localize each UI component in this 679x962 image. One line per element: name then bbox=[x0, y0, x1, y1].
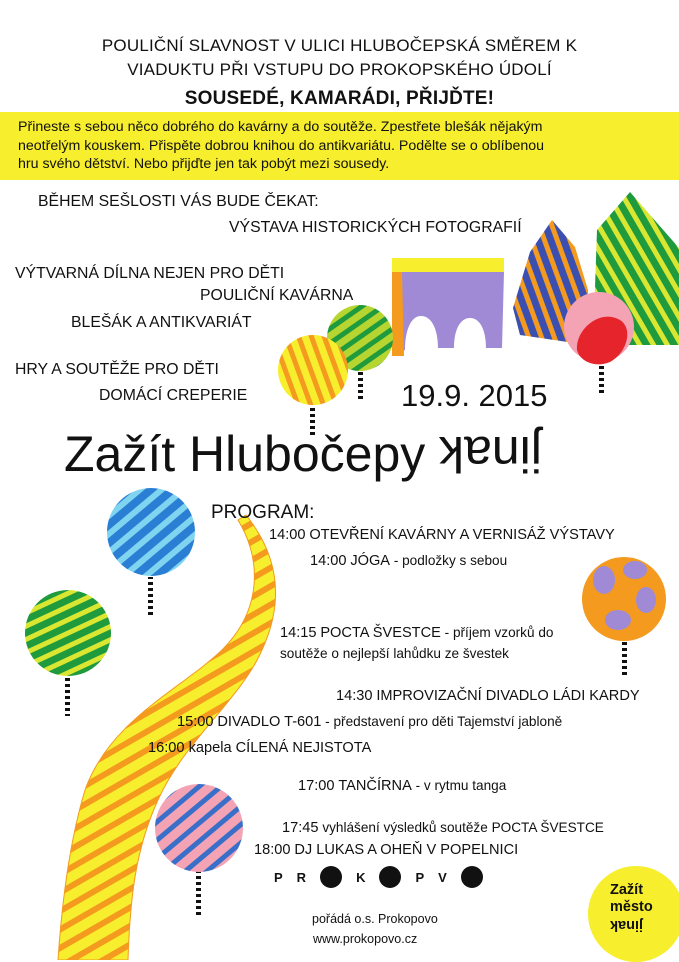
badge-line-2: město bbox=[610, 899, 653, 915]
program-detail: - představení pro děti Tajemství jabloně bbox=[321, 714, 563, 729]
website-link[interactable]: www.prokopovo.cz bbox=[313, 932, 418, 946]
program-item-continuation bbox=[280, 646, 509, 661]
invite-heading: SOUSEDÉ, KAMARÁDI, PŘIJĎTE! bbox=[184, 88, 495, 109]
program-time: 15:00 bbox=[177, 714, 214, 730]
title-main: Zažít Hlubočepy bbox=[64, 426, 426, 482]
program-name: POCTA ŠVESTCE bbox=[320, 625, 441, 641]
organizer-text: pořádá o.s. Prokopovo bbox=[312, 912, 438, 926]
program-time: 17:45 bbox=[282, 820, 319, 836]
program-item bbox=[298, 778, 506, 794]
program-name: kapela CÍLENÁ NEJISTOTA bbox=[184, 740, 372, 756]
activities-intro: BĚHEM SEŠLOSTI VÁS BUDE ČEKAT: bbox=[38, 193, 319, 210]
activity-item: VÝTVARNÁ DÍLNA NEJEN PRO DĚTI bbox=[15, 265, 285, 282]
prokopovo-logo bbox=[274, 866, 483, 888]
program-item bbox=[310, 553, 507, 569]
badge-line-3: jinak bbox=[610, 917, 644, 933]
logo-dot-icon bbox=[461, 866, 483, 888]
logo-dot-icon bbox=[379, 866, 401, 888]
program-item bbox=[336, 688, 640, 704]
program-item bbox=[282, 820, 604, 836]
banner-line-2: neotřelým kouskem. Přispěte dobrou knihou do antikvariátu. Podělte se o oblíbenou bbox=[18, 137, 545, 154]
program-item bbox=[269, 527, 615, 543]
program-item bbox=[280, 625, 553, 641]
banner-line-3: hru svého dětství. Nebo přijďte jen tak pobýt mezi sousedy. bbox=[18, 156, 390, 172]
program-time: 14:30 bbox=[336, 688, 373, 704]
activity-item: BLEŠÁK A ANTIKVARIÁT bbox=[71, 314, 252, 331]
banner-line-1: Přineste s sebou něco dobrého do kavárny a do soutěže. Zpestřete blešák nějakým bbox=[18, 119, 543, 135]
activity-item: DOMÁCÍ CREPERIE bbox=[99, 387, 248, 404]
program-item bbox=[254, 842, 518, 858]
badge-text bbox=[610, 882, 653, 933]
header-line-2: VIADUKTU PŘI VSTUPU DO PROKOPSKÉHO ÚDOLÍ bbox=[127, 60, 552, 79]
program-item bbox=[148, 740, 371, 756]
program-detail: soutěže o nejlepší lahůdku ze švestek bbox=[280, 646, 509, 661]
program-heading: PROGRAM: bbox=[211, 502, 315, 523]
badge-line-1: Zažít bbox=[610, 882, 644, 898]
activity-item: POULIČNÍ KAVÁRNA bbox=[200, 287, 354, 304]
program-name: IMPROVIZAČNÍ DIVADLO LÁDI KARDY bbox=[376, 688, 640, 704]
program-time: 14:00 bbox=[269, 527, 306, 543]
logo-dot-icon bbox=[320, 866, 342, 888]
logo-letter: P bbox=[415, 869, 425, 885]
event-date: 19.9. 2015 bbox=[401, 378, 548, 413]
header-line-1: POULIČNÍ SLAVNOST V ULICI HLUBOČEPSKÁ SMĚREM K bbox=[101, 36, 578, 55]
program-detail: - v rytmu tanga bbox=[411, 778, 507, 793]
logo-letter: K bbox=[356, 869, 366, 885]
activity-item: HRY A SOUTĚŽE PRO DĚTI bbox=[15, 361, 219, 378]
info-banner bbox=[0, 112, 679, 180]
program-detail: - příjem vzorků do bbox=[440, 625, 554, 640]
logo-letter: R bbox=[296, 869, 307, 885]
title-flipped: jinak bbox=[439, 426, 543, 482]
event-title bbox=[64, 425, 542, 483]
program-name: OTEVŘENÍ KAVÁRNY A VERNISÁŽ VÝSTAVY bbox=[309, 527, 615, 543]
logo-letter: V bbox=[438, 869, 447, 885]
program-item bbox=[177, 714, 562, 730]
program-name: TANČÍRNA bbox=[338, 778, 412, 794]
program-time: 18:00 bbox=[254, 842, 291, 858]
activity-item: VÝSTAVA HISTORICKÝCH FOTOGRAFIÍ bbox=[229, 219, 522, 236]
program-time: 14:15 bbox=[280, 625, 317, 641]
program-name: DJ LUKAS A OHEŇ V POPELNICI bbox=[294, 842, 519, 858]
program-time: 16:00 bbox=[148, 740, 185, 756]
program-detail: - podložky s sebou bbox=[390, 553, 508, 568]
program-name: JÓGA bbox=[350, 553, 391, 569]
program-detail: vyhlášení výsledků soutěže POCTA ŠVESTCE bbox=[322, 820, 604, 835]
logo-letter: P bbox=[274, 869, 283, 885]
program-name: DIVADLO T-601 bbox=[217, 714, 322, 730]
program-time: 17:00 bbox=[298, 778, 335, 794]
program-time: 14:00 bbox=[310, 553, 347, 569]
